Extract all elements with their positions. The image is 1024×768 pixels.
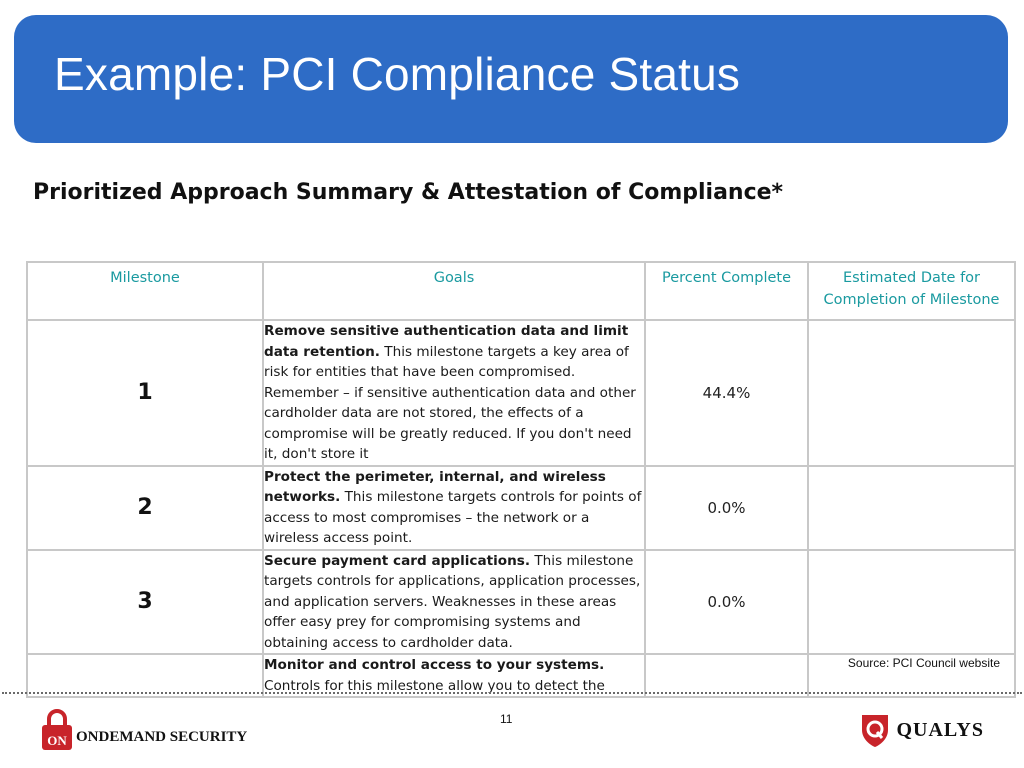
header-milestone: Milestone	[27, 262, 263, 320]
svg-text:ON: ON	[47, 733, 67, 748]
milestone-number: 1	[27, 320, 263, 466]
milestone-number	[27, 654, 263, 697]
footer-divider	[2, 692, 1022, 694]
ondemand-security-logo	[40, 708, 247, 752]
goal-description: Controls for this milestone allow you to detect the	[264, 677, 605, 694]
title-bar	[14, 15, 1008, 143]
percent-complete: 0.0%	[645, 550, 808, 655]
page-number: 11	[500, 712, 513, 726]
goal-cell	[263, 550, 645, 655]
milestone-number: 3	[27, 550, 263, 655]
header-estimated-date	[808, 262, 1015, 320]
goal-cell	[263, 320, 645, 466]
slide-title: Example: PCI Compliance Status	[54, 48, 741, 100]
header-date-line1: Estimated Date for	[842, 270, 981, 286]
percent-complete	[645, 654, 808, 697]
goal-text	[264, 551, 644, 654]
source-note: Source: PCI Council website	[847, 656, 1000, 670]
goal-heading: Monitor and control access to your systems.	[264, 657, 605, 673]
qualys-logo	[860, 712, 984, 748]
estimated-date	[808, 466, 1015, 550]
goal-cell	[263, 466, 645, 550]
table-row	[27, 320, 1015, 466]
percent-complete: 44.4%	[645, 320, 808, 466]
ondemand-security-wordmark: ONDEMAND SECURITY	[76, 728, 248, 745]
percent-complete: 0.0%	[645, 466, 808, 550]
table-row	[27, 550, 1015, 655]
goal-text	[264, 467, 644, 549]
goal-cell	[263, 654, 645, 697]
estimated-date	[808, 320, 1015, 466]
table-subtitle: Prioritized Approach Summary & Attestation of Compliance*	[33, 180, 784, 205]
goal-description: This milestone targets controls for points of access to most compromises – the network or a wireless access point.	[264, 489, 642, 546]
header-percent-complete: Percent Complete	[645, 262, 808, 320]
goal-description: This milestone targets a key area of risk for entities that have been compromised. Remember – if sensitive authentication data and other cardholder data are not stored, the effects of a compromise will be greatly reduced. If you don't need it, don't store it	[264, 343, 636, 462]
table-header-row	[27, 262, 1015, 320]
header-goals: Goals	[263, 262, 645, 320]
padlock-icon	[40, 708, 74, 752]
goal-heading: Remove sensitive authentication data and limit data retention.	[264, 323, 629, 360]
estimated-date	[808, 550, 1015, 655]
shield-q-icon	[860, 712, 890, 748]
goal-heading: Secure payment card applications.	[264, 552, 531, 569]
milestone-number: 2	[27, 466, 263, 550]
goal-heading: Protect the perimeter, internal, and wireless networks.	[264, 468, 606, 505]
table-row	[27, 466, 1015, 550]
goal-text	[264, 655, 644, 696]
qualys-wordmark: QUALYS	[896, 718, 984, 741]
goal-description: This milestone targets controls for applications, application processes, and application servers. Weaknesses in these areas offer easy prey for compromising systems and obtaining access to cardholder data.	[264, 552, 641, 651]
goal-text	[264, 321, 644, 465]
header-date-line2: Completion of Milestone	[823, 292, 1000, 308]
prioritized-approach-table	[26, 261, 1016, 698]
